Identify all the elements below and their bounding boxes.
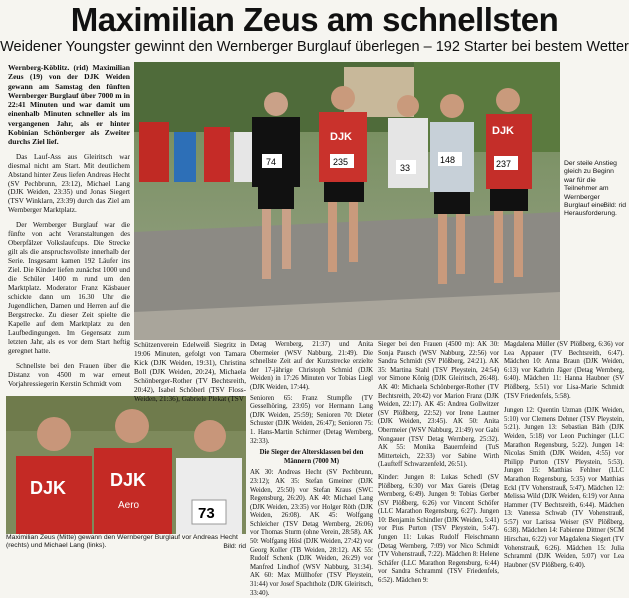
col3-seniors: Senioren 65: Franz Stumpfle (TV Gesselhöring, 23:05) vor Hermann Lang (DJK Weiden, 25:59); Senioren 70: Dieter Schuster (DJK Weiden, 26:47); Senioren 75: 1. Hans-Martin Schirmer (Detag Wernberg, 32:33). <box>250 394 373 445</box>
col5-top-results: Magdalena Müller (SV Plößberg, 6:36) vor Lea Appauer (TV Bechtsreith, 6:47). Mädchen 10: Anna Braun (DJK Weiden, 6:13) vor Kathrin Jäger (Detag Wernberg, 6:40). Mädchen 11: Hanna Haubner (SV Plößberg, 5:51) vor Lisa-Marie Schmidt (TSV Friedenfels, 5:58). <box>504 341 624 400</box>
col3-men-results: AK 30: Andreas Hecht (SV Pechbrunn, 23:12); AK 35: Stefan Gmeiner (DJK Weiden, 25:50) vor Stefan Kraus (SWC Regensburg, 26:20). AK 40: Michael Lang (DJK Weiden, 23:35) vor Holger Röth (DJK Weiden, 26:08). AK 45: Wolfgang Schleicher (TSV Detag Wernberg, 26:06) vor Thomas Sturm (ohne Verein, 28:58). AK 50: Wolfgang Hösl (DJK Weiden, 27:42) vor Georg Koller (TB Weiden, 28:12). AK 55: Rudolf Schenk (DJK Weiden, 26:29) vor Manfred Lindhof (WSV Nabburg, 31:34). AK 60: Max Müllhofer (TSV Pleystein, 31:44) vor Josef Spachtholz (DJK Gleiritsch, 33:40). <box>250 469 373 597</box>
bib-74: 74 <box>266 157 277 167</box>
article-left-column <box>8 63 130 388</box>
lead-paragraph: Wernberg-Köblitz. (rid) Maximilian Zeus (19) von der DJK Weiden gewann am Samstag den fünften Wernberger Burglauf über 7000 m in 22:41 Minuten und war damit um einenhalb Minuten schneller als im vergangenen Jahr, als er hinter Kobinian Schönberger als Zweiter durchs Ziel lief. <box>8 63 130 147</box>
col4-women-results: Sieger bei den Frauen (4500 m): AK 30: Sonja Pausch (WSV Nabburg, 22:56) vor Sandra Schmidt (SV Plößberg, 24:21). AK 35: Martina Stahl (TSV Pleystein, 24:54) vor Simone König (DJK Gleiritsch, 26:48). AK 40: Michaela Schönberger-Rother (TV Bechtsreith, 20:42) vor Marion Franz (DJK Weiden, 22:17). AK 45: Andrea Gollwitzer (SV Plößberg, 22:52) vor Irene Lautner (DJK Weiden, 23:45). AK 50: Anita Obermeier (WSV Nabburg, 21:49) vor Gabi Nongauer (TSV Detag Wernberg, 25:32). AK 55: Monika Bauernfeind (TuS Mitterteich, 22:33) vor Sabine Wirth (Laufteff Schwarzenfeld, 26:51). <box>378 341 499 469</box>
top-photo-caption <box>564 160 626 218</box>
article-col-4 <box>378 341 499 585</box>
body-paragraph-2: Der Wernberger Burglauf war die fünfte von acht Veranstaltungen des Oberpfälzer Volkslaufcups. Die Strecke gilt als die anspruchsvollste innerhalb der Serie. Insgesamt kamen 192 Läufer ins Ziel. Die Kinder liefen zunächst 1000 und die Schüler 1400 m rund um den Marktplatz. Moderator Franz Käsbauer schickte dann um 16.30 Uhr die Jugendlichen, Damen und Herren auf die Bergstrecke. Zu dieser Zeit spielte die Kapelle auf dem Marktplatz zu den Laufbedingungen. Im Gegensatz zum letzten Jahr, als es vor dem Start heftig geregnet hatte. <box>8 221 130 355</box>
col5-bottom-results: Jungen 12: Quentin Uzman (DJK Weiden, 5:10) vor Clemens Dehner (TSV Pleystein, 5:21). Jungen 13: Sebastian Bäth (DJK Weiden, 5:18) vor Leon Puchinger (LLC Marathon Regensburg, 5:22). Jungen 14: Nicolas Smith (DJK Weiden, 4:55) vor Philipp Purton (TSV Pleystein, 5:53). Jungen 15: Matthias Fehlner (LLC Marathon Regensburg, 5:35) vor Matthias Eckl (TV Vohenstrauß, 5:47). Mädchen 12: Melissa Wild (DJK Weiden, 6:19) vor Anna Hammer (TV Bechtsreith, 6:44). Mädchen 13: Vanessa Schwab (TV Vohenstrauß, 5:57) vor Larissa Weiser (SV Plößberg, 6:38). Mädchen 14: Fabienne Dittner (SCM Hirschau, 6:22) vor Magdalena Siegert (TV Vohenstrauß, 6:26). Mädchen 15: Julia Schramml (DJK Weiden, 5:07) vor Lea Haubner (SV Plößberg, 6:40). <box>504 407 624 569</box>
article-col-5 <box>504 341 624 569</box>
winners-photo-graphic <box>6 396 246 534</box>
bottom-caption-text: Maximilian Zeus (Mitte) gewann den Wernberger Burglauf vor Andreas Hecht (rechts) und Michael Lang (links). <box>6 534 238 550</box>
winner-mid-shirt: DJK <box>110 470 147 490</box>
top-caption-credit: Bild: rid <box>603 201 626 209</box>
body-paragraph-3: Schnellste bei den Frauen über die Distanz von 4500 m war erneut Vorjahressiegerin Kerstin Schmidt vom <box>8 361 130 388</box>
winners-photo <box>6 396 246 534</box>
bottom-photo-caption <box>6 534 246 551</box>
col3-heading: Die Sieger der Altersklassen bei den Männern (7000 M) <box>259 449 364 465</box>
winner-left-shirt: DJK <box>30 478 67 498</box>
race-photo-graphic <box>134 62 560 340</box>
bib-235: 235 <box>333 157 349 167</box>
bib-237: 237 <box>496 159 512 169</box>
article-col-3 <box>250 341 373 597</box>
col4-kids-results: Kinder: Jungen 8: Lukas Schedl (SV Plößberg, 6:30) vor Max Gareis (Detag Wernberg, 6:49). Jungen 9: Tobias Gerber (SV Plößberg, 6:26) vor Vincent Schöfer (LLC Marathon Regensburg, 6:27). Jungen 10: Benjamin Schindler (DJK Weiden, 5:41) vor Pius Purton (TSV Pleystein, 5:47). Jungen 11: Lukas Rudolf Fleischmann (Detag Wernberg, 7:09) vor Nico Schmidt (TV Vohenstrauß, 7:22). Mädchen 8: Helene Schäfer (LLC Marathon Regensburg, 6:44) vor Sandra Schramml (TSV Friedenfels, 6:52). Mädchen 9: <box>378 473 499 585</box>
col2-text: Schützenverein Edelweiß Siegritz in 19:06 Minuten, gefolgt von Tamara Kick (DJK Weiden, 19:31), Christina Boll (DJK Weiden, 20:24), Michaela Schönberger-Rother (TV Bechtsreith, 20:42), Isabel Schöberl (TSV Floss-Weiden, 21:36), Gabriele Plekat (TSV <box>134 341 246 403</box>
race-photo <box>134 62 560 340</box>
bib-148: 148 <box>440 155 456 165</box>
headline: Maximilian Zeus am schnellsten <box>70 1 559 38</box>
body-paragraph-1: Das Lauf-Ass aus Gleiritsch war diesmal nicht am Start. Mit deutlichem Abstand hinter Zeus liefen Andreas Hecht (SV Pechbrunn, 23:12), Michael Lang (DJK Weiden, 23:35) und Jonas Siegert (TSV Winklarn, 23:39) durch das Ziel am Wernberger Marktplatz. <box>8 152 130 215</box>
bib-73: 73 <box>198 505 215 522</box>
col3-top-text: Detag Wernberg, 21:37) und Anita Obermeier (WSV Nabburg, 21:49). Die schnellste Zeit auf der Kurzstrecke erzielte der 17-jährige Christoph Schmid (DJK Weiden) in 17:26 Minuten vor Tobias Liegl (DJK Weiden, 17:44). <box>250 341 373 391</box>
bib-33: 33 <box>400 163 411 173</box>
shirt-text: DJK <box>330 131 353 143</box>
article-col-2 <box>134 341 246 403</box>
sponsor-text: Aero <box>118 500 140 511</box>
shirt-text-2: DJK <box>492 125 515 137</box>
subheadline: Weidener Youngster gewinnt den Wernberger Burglauf überlegen – 192 Starter bei bestem Wetter <box>0 39 629 55</box>
bottom-caption-credit: Bild: rid <box>223 542 246 550</box>
top-caption-text: Der steile Anstieg gleich zu Beginn war für die Teilnehmer am Wernberger Burglauf eine Herausforderung. <box>564 160 617 218</box>
